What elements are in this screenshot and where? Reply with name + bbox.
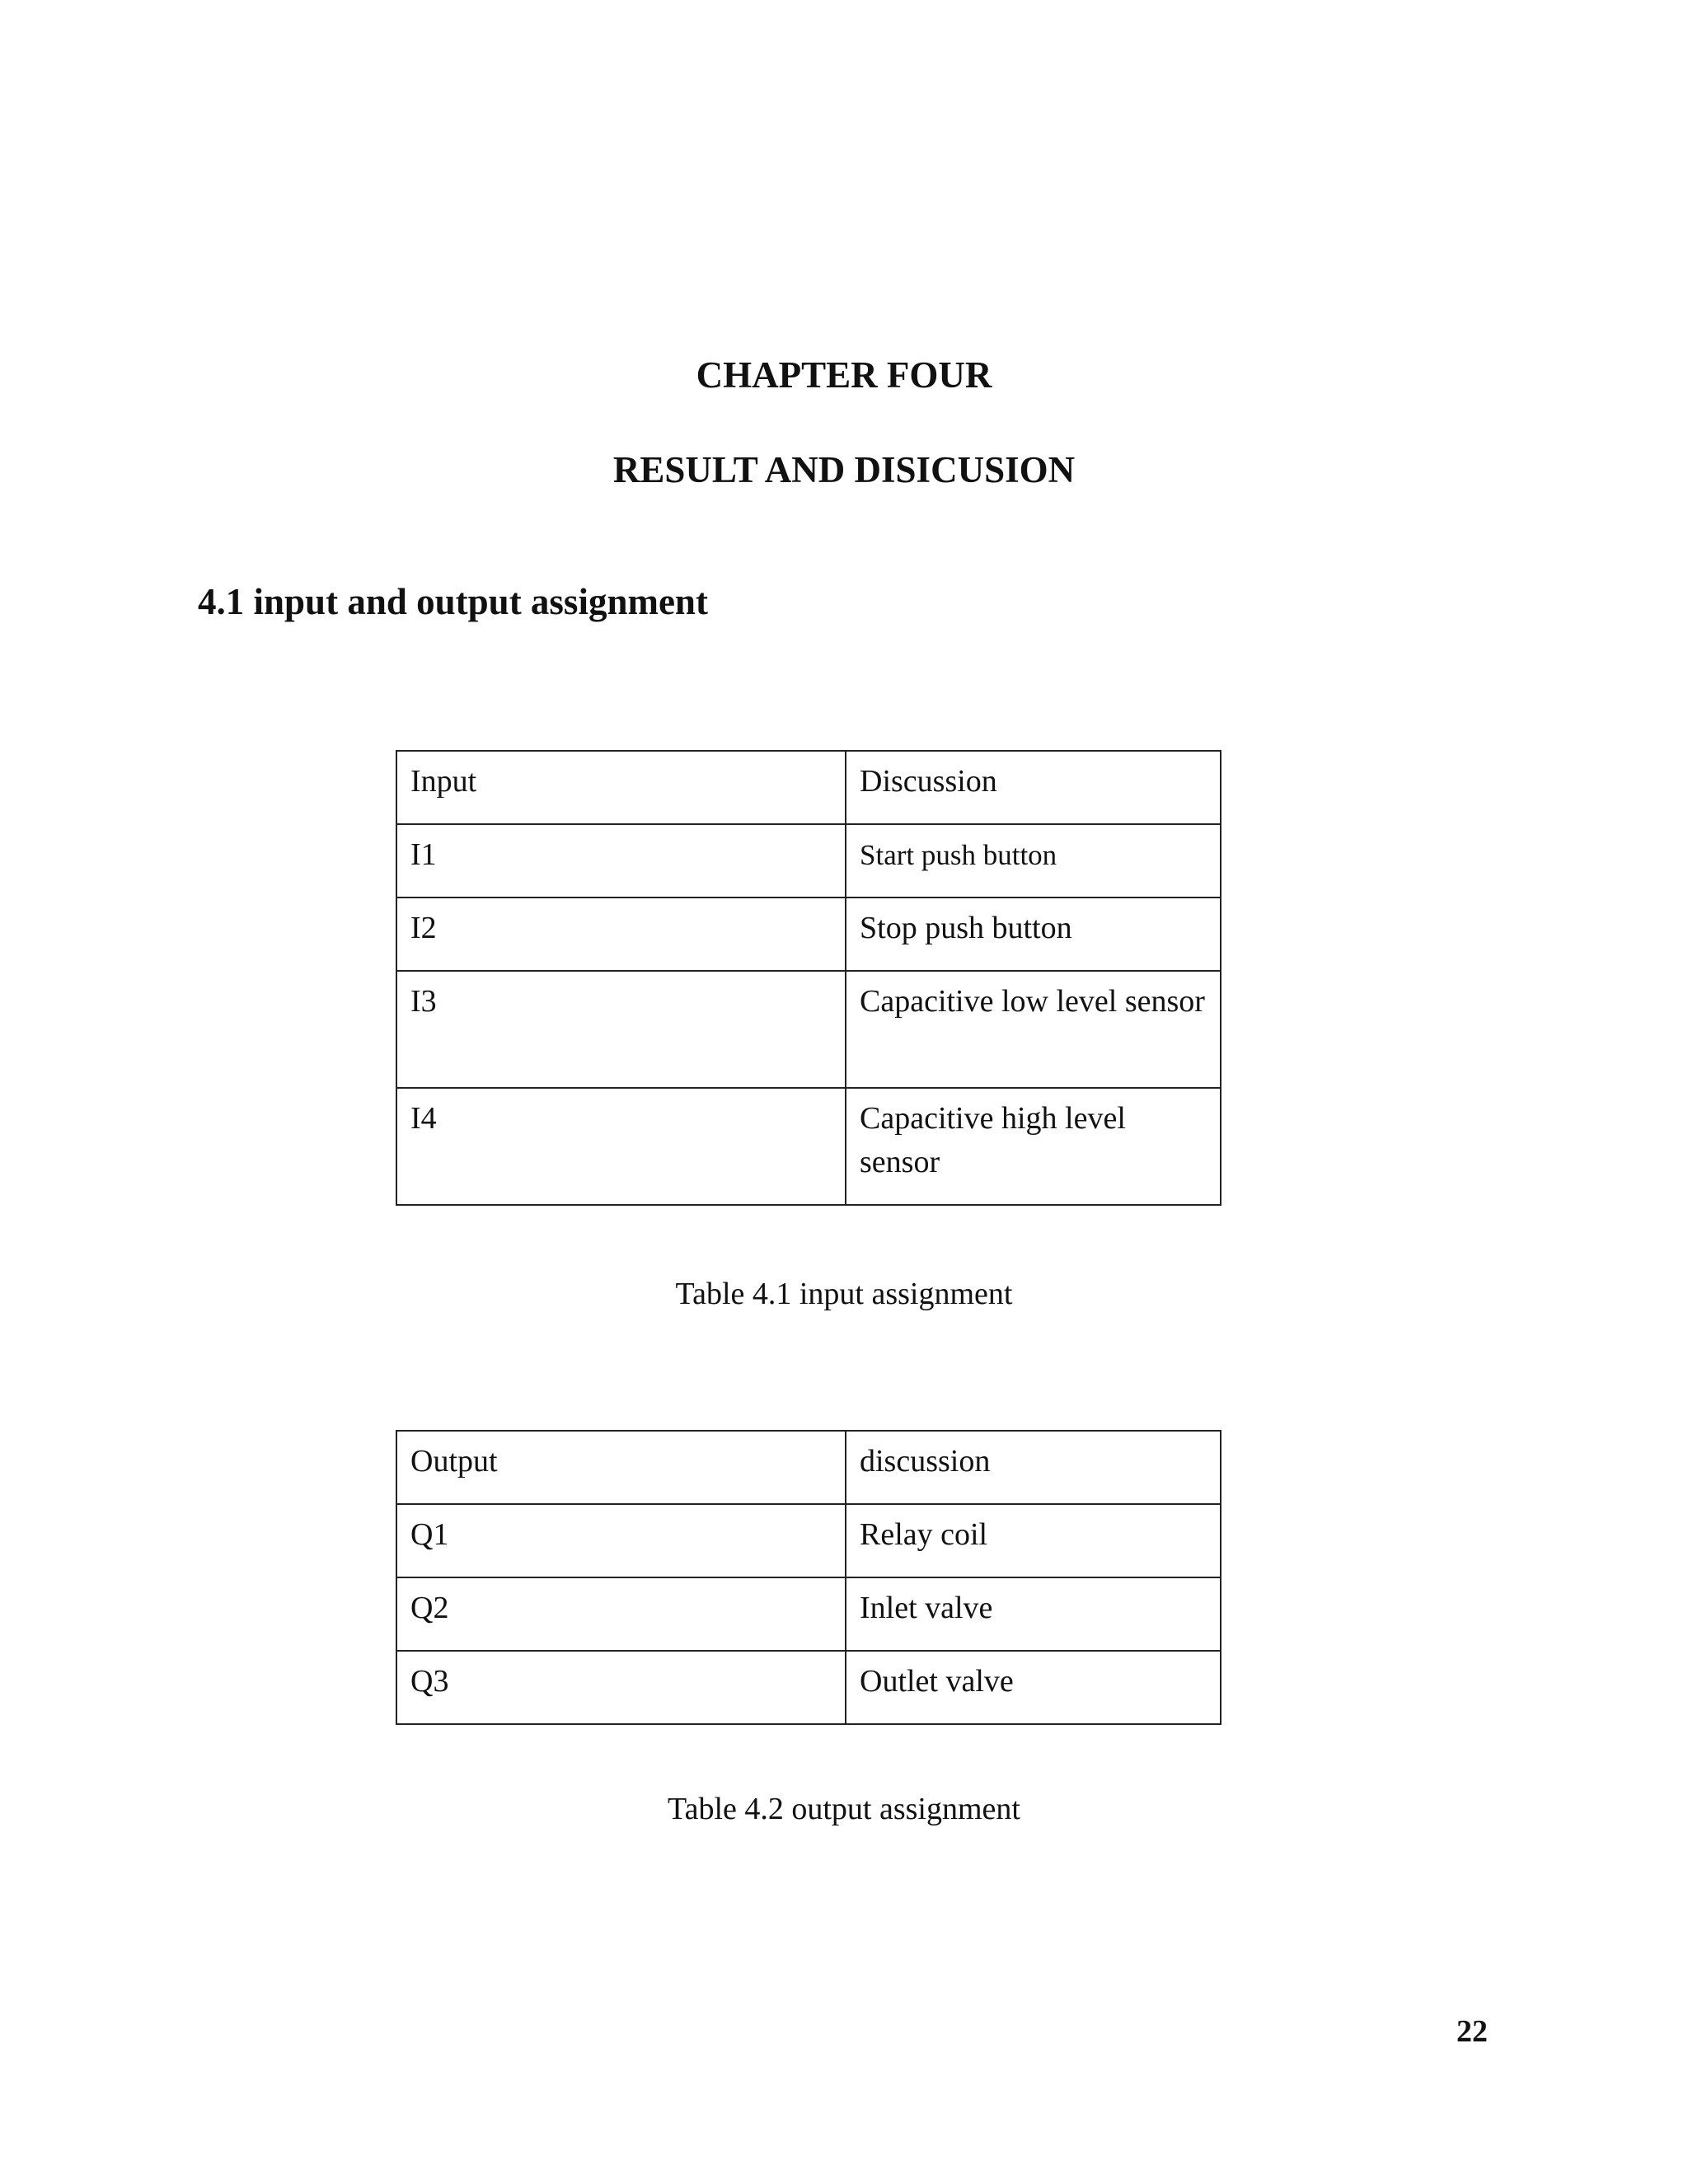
output-discussion-cell: Relay coil bbox=[846, 1504, 1221, 1577]
table-header-row bbox=[396, 751, 1221, 824]
input-id-cell: I3 bbox=[396, 971, 846, 1088]
input-discussion-cell: Capacitive high level sensor bbox=[846, 1088, 1221, 1205]
input-table-caption: Table 4.1 input assignment bbox=[675, 1277, 1013, 1311]
input-assignment-table bbox=[396, 750, 1221, 1206]
column-header-discussion: Discussion bbox=[846, 751, 1221, 824]
input-discussion-cell: Capacitive low level sensor bbox=[846, 971, 1221, 1088]
column-header-input: Input bbox=[396, 751, 846, 824]
table-row bbox=[396, 1651, 1221, 1724]
table-row bbox=[396, 898, 1221, 971]
column-header-output: Output bbox=[396, 1431, 846, 1504]
table-header-row bbox=[396, 1431, 1221, 1504]
output-table-caption: Table 4.2 output assignment bbox=[668, 1792, 1020, 1826]
table-row bbox=[396, 971, 1221, 1088]
output-id-cell: Q1 bbox=[396, 1504, 846, 1577]
output-id-cell: Q2 bbox=[396, 1577, 846, 1651]
input-id-cell: I4 bbox=[396, 1088, 846, 1205]
input-discussion-cell: Stop push button bbox=[846, 898, 1221, 971]
column-header-discussion: discussion bbox=[846, 1431, 1221, 1504]
input-discussion-cell: Start push button bbox=[846, 824, 1221, 898]
table-row bbox=[396, 1088, 1221, 1205]
chapter-subtitle: RESULT AND DISICUSION bbox=[612, 449, 1076, 490]
output-id-cell: Q3 bbox=[396, 1651, 846, 1724]
output-discussion-cell: Inlet valve bbox=[846, 1577, 1221, 1651]
section-heading: 4.1 input and output assignment bbox=[198, 581, 708, 622]
table-row bbox=[396, 1577, 1221, 1651]
input-id-cell: I2 bbox=[396, 898, 846, 971]
output-assignment-table bbox=[396, 1430, 1221, 1725]
input-id-cell: I1 bbox=[396, 824, 846, 898]
table-row bbox=[396, 824, 1221, 898]
page-number: 22 bbox=[1456, 2014, 1488, 2049]
table-row bbox=[396, 1504, 1221, 1577]
chapter-title: CHAPTER FOUR bbox=[696, 354, 992, 396]
output-discussion-cell: Outlet valve bbox=[846, 1651, 1221, 1724]
